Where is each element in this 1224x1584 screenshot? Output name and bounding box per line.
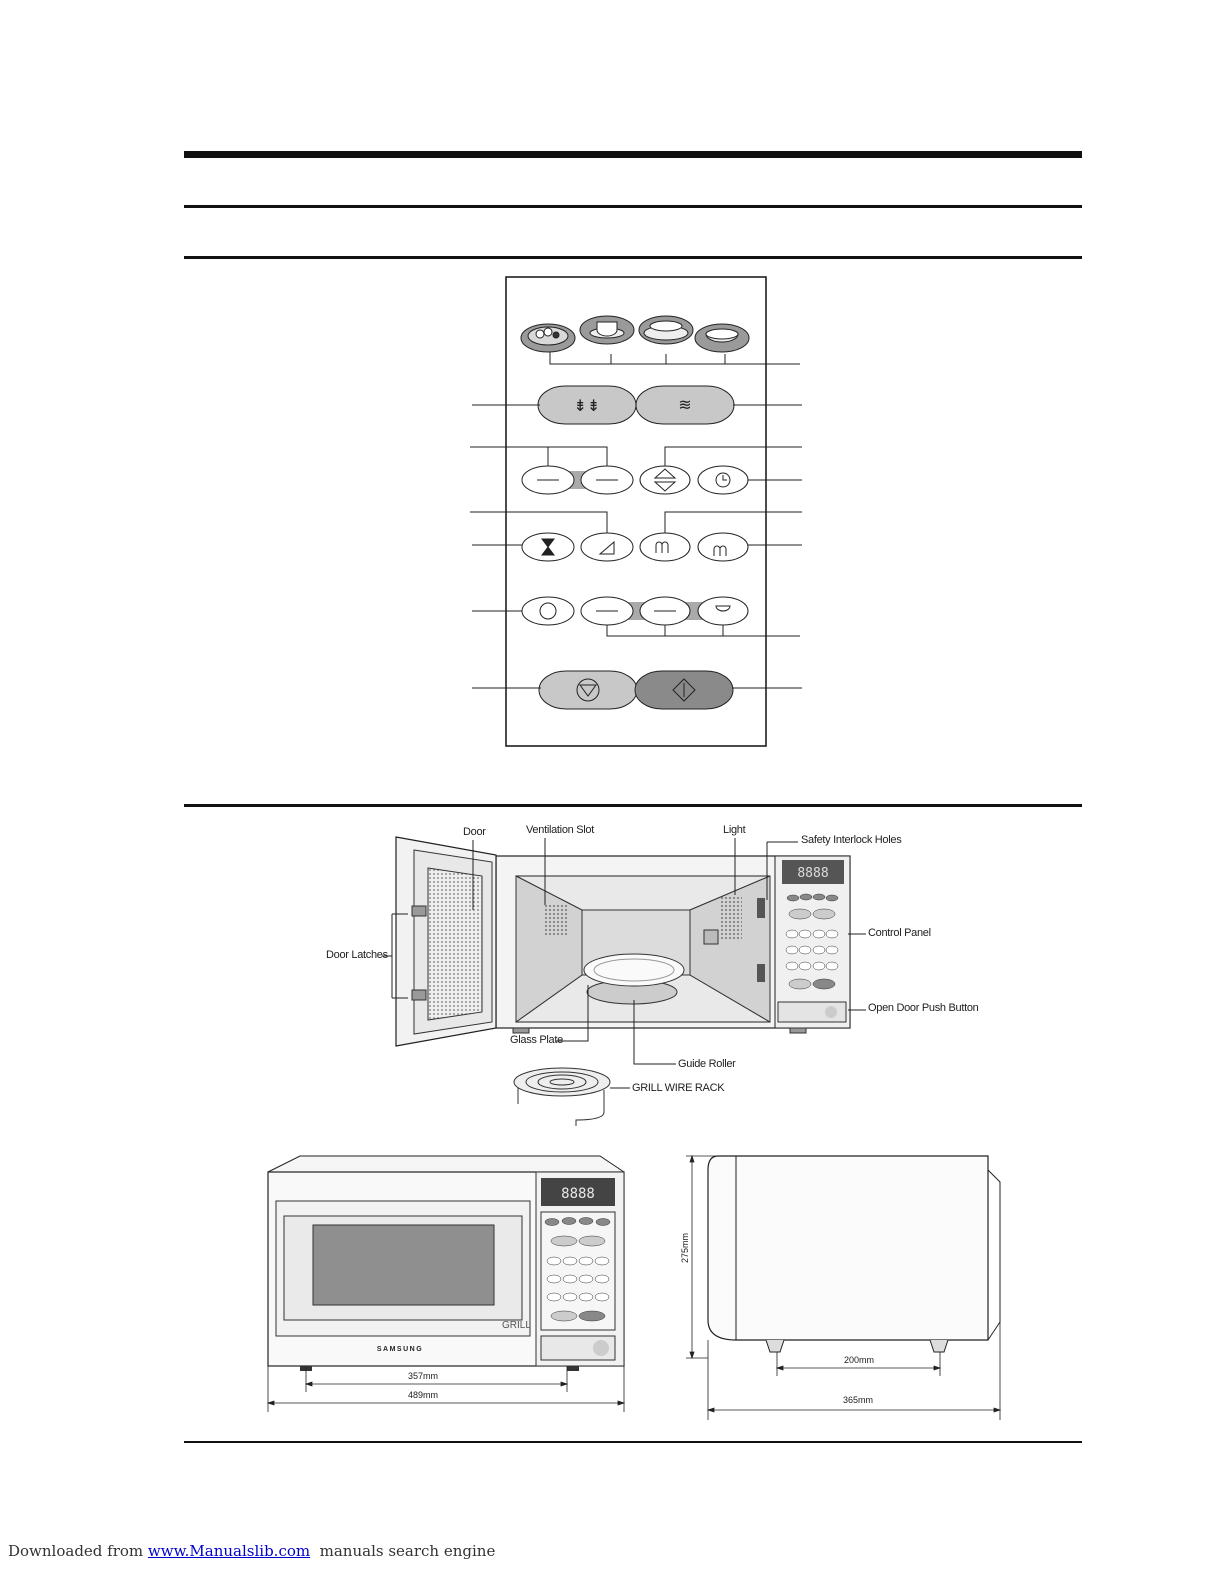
light-label: Light xyxy=(723,824,746,836)
svg-text:⇟⇟: ⇟⇟ xyxy=(573,396,601,415)
door-latches-label: Door Latches xyxy=(326,949,388,961)
svg-text:8888: 8888 xyxy=(797,866,829,881)
door-label: Door xyxy=(463,826,486,838)
grill-wire-rack-label: GRILL WIRE RACK xyxy=(632,1082,725,1094)
safety-interlock-holes-label: Safety Interlock Holes xyxy=(801,834,902,846)
svg-text:8888: 8888 xyxy=(561,1186,595,1202)
svg-text:≋: ≋ xyxy=(678,395,692,414)
footer-rule xyxy=(184,1441,1082,1443)
dim-200-label: 200mm xyxy=(844,1355,875,1365)
svg-text:GRILL: GRILL xyxy=(502,1320,531,1331)
footer xyxy=(8,1542,495,1560)
dim-357-label: 357mm xyxy=(408,1371,439,1381)
footer-suffix: manuals search engine xyxy=(310,1542,496,1560)
svg-text:SAMSUNG: SAMSUNG xyxy=(376,1346,424,1353)
ventilation-slot-label: Ventilation Slot xyxy=(526,824,594,836)
manualslib-link[interactable]: www.Manualslib.com xyxy=(147,1542,311,1560)
open-door-push-button-label: Open Door Push Button xyxy=(868,1002,979,1014)
dim-489-label: 489mm xyxy=(408,1390,439,1400)
control-panel-label: Control Panel xyxy=(868,927,931,939)
footer-prefix: Downloaded from xyxy=(8,1542,148,1560)
glass-plate-label: Glass Plate xyxy=(510,1034,563,1046)
dim-365-label: 365mm xyxy=(843,1395,874,1405)
guide-roller-label: Guide Roller xyxy=(678,1058,736,1070)
svg-text:275mm: 275mm xyxy=(680,1232,690,1264)
